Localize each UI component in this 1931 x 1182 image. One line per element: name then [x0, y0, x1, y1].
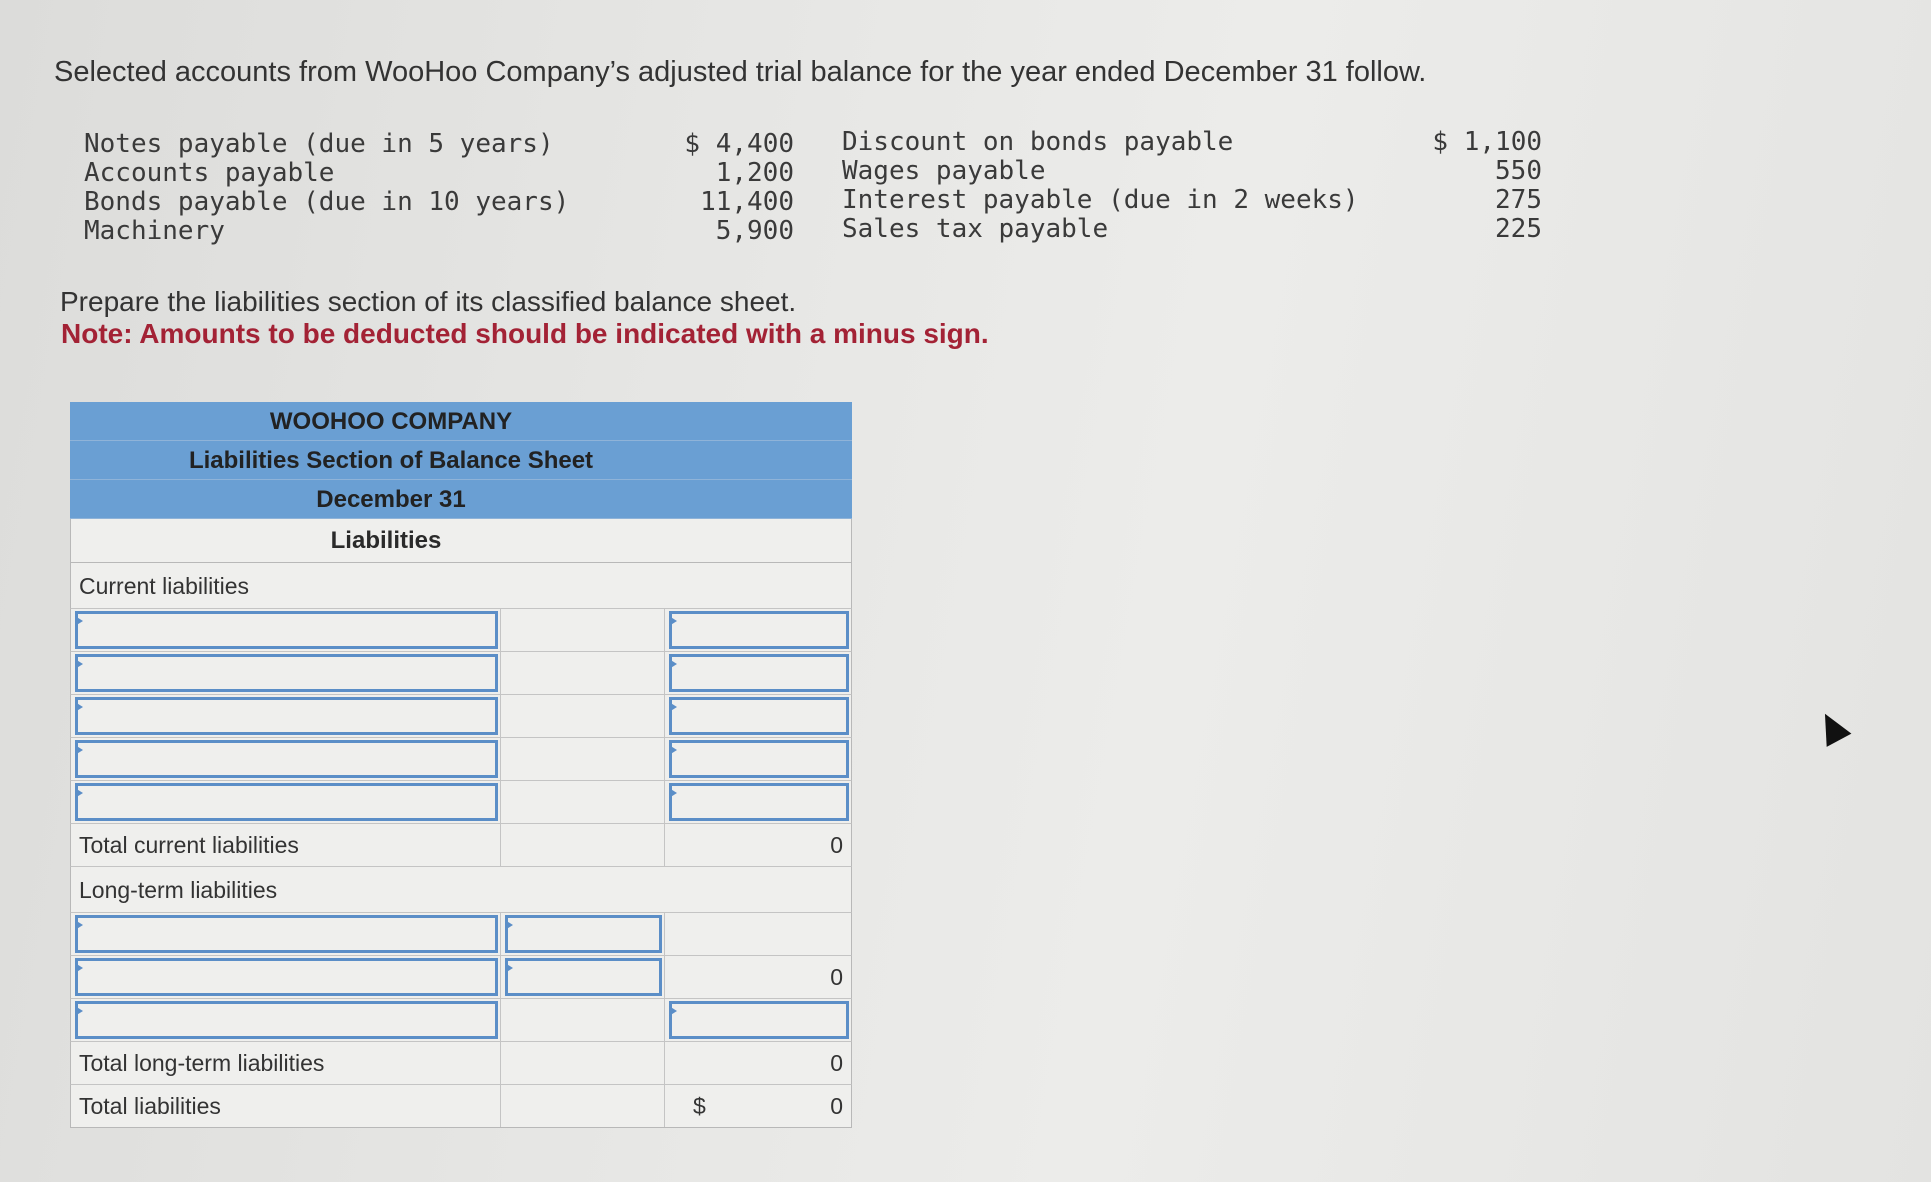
total-current-row [70, 824, 852, 867]
amount-input[interactable] [505, 958, 662, 996]
account-row [842, 215, 1542, 244]
account-amount: 550 [1495, 156, 1542, 186]
amount-input[interactable] [669, 611, 849, 649]
subtotal-cell [501, 824, 665, 866]
amount-input[interactable] [669, 783, 849, 821]
total-cell [665, 913, 851, 955]
current-liabilities-label: Current liabilities [70, 563, 852, 609]
subtotal-cell [501, 781, 665, 823]
account-row [84, 130, 794, 159]
account-dropdown[interactable] [75, 1001, 498, 1039]
amount-input[interactable] [669, 697, 849, 735]
amount-input[interactable] [669, 740, 849, 778]
total-current-label: Total current liabilities [71, 824, 501, 866]
subtotal-cell [501, 609, 665, 651]
total-current-value: 0 [830, 832, 843, 858]
subtotal-cell [501, 1085, 665, 1127]
account-name: Discount on bonds payable [842, 127, 1234, 157]
account-dropdown[interactable] [75, 611, 498, 649]
total-liabilities-label: Total liabilities [71, 1085, 501, 1127]
current-liability-row [70, 781, 852, 824]
note-text: Note: Amounts to be deducted should be indicated with a minus sign. [61, 318, 989, 349]
total-longterm-row [70, 1042, 852, 1085]
subtotal-cell [501, 999, 665, 1041]
longterm-net-value: 0 [830, 964, 843, 990]
account-name: Bonds payable (due in 10 years) [84, 187, 570, 217]
dollar-sign: $ [693, 1093, 706, 1119]
total-longterm-label: Total long-term liabilities [71, 1042, 501, 1084]
account-row [842, 186, 1542, 215]
account-name: Machinery [84, 216, 225, 246]
account-dropdown[interactable] [75, 915, 498, 953]
account-dropdown[interactable] [75, 697, 498, 735]
account-name: Accounts payable [84, 158, 335, 188]
current-liability-row [70, 738, 852, 781]
account-row [84, 188, 794, 217]
sheet-title: Liabilities Section of Balance Sheet [188, 447, 594, 474]
account-amount: $ 4,400 [684, 129, 794, 159]
account-name: Sales tax payable [842, 214, 1109, 244]
accounts-list-right [842, 128, 1542, 244]
sheet-date: December 31 [316, 486, 466, 513]
accounts-list-left [84, 130, 794, 246]
subtotal-cell [501, 695, 665, 737]
current-liability-row [70, 652, 852, 695]
account-amount: 11,400 [700, 187, 794, 217]
current-liability-row [70, 609, 852, 652]
longterm-liability-row [70, 956, 852, 999]
instruction-text: Prepare the liabilities section of its classified balance sheet. [60, 286, 797, 317]
account-name: Interest payable (due in 2 weeks) [842, 185, 1359, 215]
amount-input[interactable] [669, 654, 849, 692]
account-dropdown[interactable] [75, 958, 498, 996]
amount-input[interactable] [669, 1001, 849, 1039]
sheet-company-header [70, 402, 852, 441]
account-row [842, 157, 1542, 186]
account-row [84, 159, 794, 188]
longterm-liability-row [70, 999, 852, 1042]
total-longterm-value: 0 [830, 1050, 843, 1076]
current-liability-row [70, 695, 852, 738]
subtotal-cell [501, 652, 665, 694]
intro-text: Selected accounts from WooHoo Company’s adjusted trial balance for the year ended December 31 follow. [54, 56, 1427, 88]
account-amount: 225 [1495, 214, 1542, 244]
total-liabilities-row [70, 1085, 852, 1128]
account-amount: 275 [1495, 185, 1542, 215]
account-amount: 5,900 [715, 216, 794, 246]
subtotal-cell [501, 1042, 665, 1084]
sheet-title-header [70, 441, 852, 480]
account-dropdown[interactable] [75, 783, 498, 821]
total-liabilities-value: 0 [830, 1093, 843, 1119]
balance-sheet-form [70, 402, 852, 1128]
account-amount: 1,200 [715, 158, 794, 188]
account-dropdown[interactable] [75, 740, 498, 778]
liabilities-heading: Liabilities [330, 527, 442, 554]
account-row [842, 128, 1542, 157]
longterm-liabilities-label: Long-term liabilities [70, 867, 852, 913]
subtotal-cell [501, 738, 665, 780]
amount-input[interactable] [505, 915, 662, 953]
account-row [84, 217, 794, 246]
account-amount: $ 1,100 [1432, 127, 1542, 157]
sheet-date-header [70, 480, 852, 519]
liabilities-header [70, 519, 852, 563]
company-name: WOOHOO COMPANY [269, 408, 513, 435]
longterm-liability-row [70, 913, 852, 956]
account-dropdown[interactable] [75, 654, 498, 692]
mouse-cursor-icon [1813, 707, 1852, 747]
account-name: Notes payable (due in 5 years) [84, 129, 554, 159]
account-name: Wages payable [842, 156, 1046, 186]
